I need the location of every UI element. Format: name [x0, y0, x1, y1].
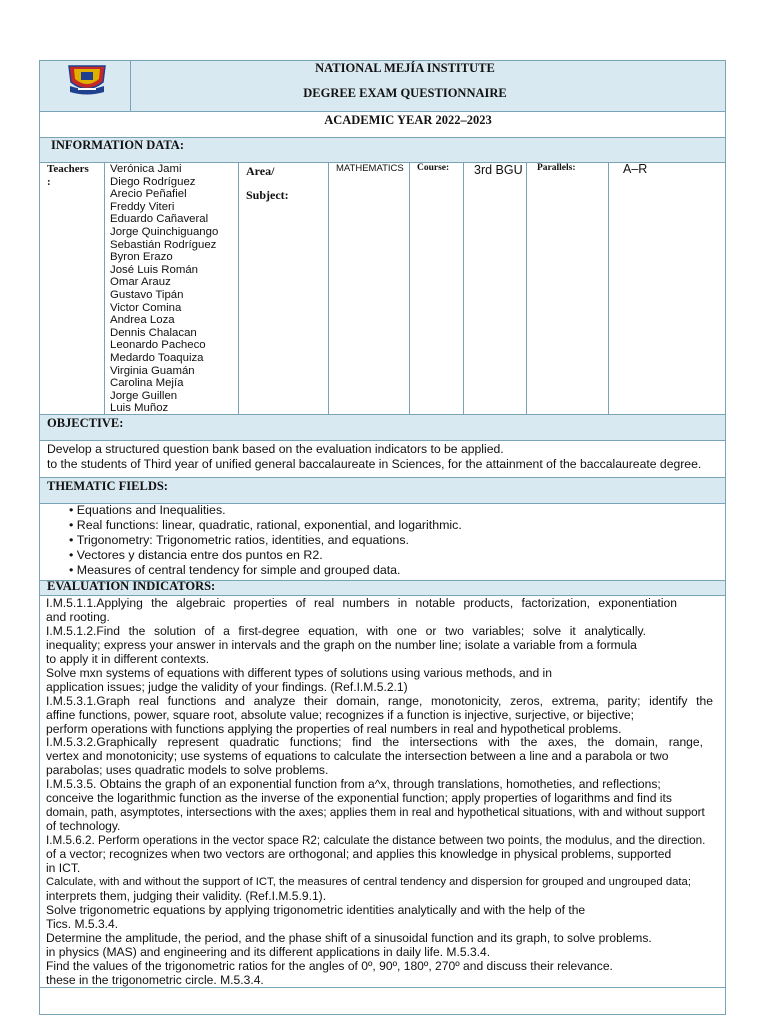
course-value: 3rd BGU	[474, 163, 523, 177]
objective-line: to the students of Third year of unified general baccalaureate in Sciences, for the attainment of the baccalaureate degree.	[47, 457, 702, 471]
teacher-name: Diego Rodríguez	[110, 175, 196, 188]
teachers-label: Teachers	[47, 163, 89, 175]
doc-title: DEGREE EXAM QUESTIONNAIRE	[303, 86, 507, 100]
indicator-line: application issues; judge the validity of your findings. (Ref.I.M.5.2.1)	[46, 680, 408, 694]
teacher-name: Victor Comina	[110, 301, 182, 314]
subject-value: MATHEMATICS	[336, 163, 404, 174]
teacher-name: Gustavo Tipán	[110, 288, 184, 301]
indicator-line: interprets them, judging their validity. (Ref.I.M.5.9.1).	[46, 889, 327, 903]
teacher-name: Leonardo Pacheco	[110, 339, 206, 352]
teachers-colon: :	[47, 176, 51, 188]
indicator-line: these in the trigonometric circle. M.5.3.4.	[46, 973, 264, 987]
teachers-list	[110, 163, 238, 415]
teacher-name: Carolina Mejía	[110, 377, 184, 390]
indicator-line: and rooting.	[46, 610, 110, 624]
teacher-name: Jorge Guillen	[110, 389, 178, 402]
indicator-line: I.M.5.6.2. Perform operations in the vector space R2; calculate the distance between two points, the modulus, and the direction.	[46, 834, 706, 848]
indicator-line: Calculate, with and without the support of ICT, the measures of central tendency and dispersion for grouped and ungrouped data;	[46, 876, 691, 888]
teacher-name: Byron Erazo	[110, 251, 173, 264]
objective-line: Develop a structured question bank based on the evaluation indicators to be applied.	[47, 442, 504, 456]
teacher-name: Omar Arauz	[110, 276, 171, 289]
indicator-line: inequality; express your answer in intervals and the graph on the number line; isolate a variable from a formula	[46, 638, 637, 652]
parallels-label: Parallels:	[537, 163, 576, 173]
teacher-name: Jorge Quinchiguango	[110, 225, 219, 238]
teacher-name: Eduardo Cañaveral	[110, 213, 209, 226]
objective-heading-band	[39, 414, 726, 440]
thematic-heading: THEMATIC FIELDS:	[47, 479, 168, 493]
teacher-name: Sebastián Rodríguez	[110, 238, 217, 251]
indicator-line: I.M.5.3.1.Graph real functions and analyze their domain, range, monotonicity, zeros, extrema, parity; identify the	[46, 694, 713, 708]
teacher-name: Andrea Loza	[110, 314, 175, 327]
teacher-name: Freddy Viteri	[110, 200, 175, 213]
indicator-line: parabolas; uses quadratic models to solve problems.	[46, 764, 329, 778]
indicator-line: affine functions, power, square root, absolute value; recognizes if a function is injective, surjective, or bijective;	[46, 708, 634, 722]
indicator-line: Solve mxn systems of equations with different types of solutions using various methods, and in	[46, 666, 552, 680]
indicators-heading: EVALUATION INDICATORS:	[47, 579, 216, 593]
teacher-name: Verónica Jami	[110, 163, 182, 175]
indicator-line: Determine the amplitude, the period, and the phase shift of a sinusoidal function and its graph, to solve problems.	[46, 931, 652, 945]
thematic-item: • Measures of central tendency for simple and grouped data.	[69, 563, 462, 578]
academic-year: ACADEMIC YEAR 2022–2023	[324, 113, 492, 127]
objective-text	[47, 442, 737, 472]
thematic-item: • Real functions: linear, quadratic, rational, exponential, and logarithmic.	[69, 518, 462, 533]
indicator-line: perform operations with functions applying the properties of real numbers in real and hypothetical problems.	[46, 722, 622, 736]
teacher-name: Medardo Toaquiza	[110, 351, 204, 364]
area-label: Area/	[246, 164, 275, 178]
thematic-item: • Vectores y distancia entre dos puntos en R2.	[69, 548, 462, 563]
indicator-line: vertex and monotonicity; use systems of equations to calculate the intersection between a line and a parabola or two	[46, 750, 669, 764]
indicator-line: Tics. M.5.3.4.	[46, 917, 119, 931]
information-heading: INFORMATION DATA:	[51, 138, 184, 152]
institution-name: NATIONAL MEJÍA INSTITUTE	[315, 61, 495, 75]
teacher-name: Arecio Peñafiel	[110, 188, 187, 201]
teacher-name: Virginia Guamán	[110, 364, 195, 377]
indicator-line: domain, path, asymptotes, intersections with the axes; applies them in real and hypothetical situations, with and without support	[46, 806, 705, 820]
indicator-line: of technology.	[46, 820, 121, 834]
empty-footer-row	[39, 988, 726, 1015]
indicator-line: I.M.5.1.2.Find the solution of a first-degree equation, with one or two variables; solve it analytically.	[46, 624, 646, 638]
indicator-line: of a vector; recognizes when two vectors are orthogonal; and applies this knowledge in physical problems, supported	[46, 848, 672, 862]
indicator-line: I.M.5.3.2.Graphically represent quadratic functions; find the intersections with the axes, the domain, range,	[46, 736, 703, 750]
institution-logo	[66, 62, 108, 96]
indicator-line: to apply it in different contexts.	[46, 652, 210, 666]
thematic-list	[69, 503, 462, 578]
teacher-name: José Luis Román	[110, 263, 199, 276]
thematic-item: • Trigonometry: Trigonometric ratios, identities, and equations.	[69, 533, 462, 548]
indicator-line: Find the values of the trigonometric ratios for the angles of 0º, 90º, 180º, 270º and discuss their relevance.	[46, 959, 613, 973]
subject-label: Subject:	[246, 188, 289, 202]
indicators-text	[46, 597, 746, 988]
parallels-value: A–R	[623, 162, 648, 176]
course-label: Course:	[417, 163, 450, 173]
indicator-line: in ICT.	[46, 862, 81, 876]
indicator-line: I.M.5.1.1.Applying the algebraic properties of real numbers in notable products, factorization, exponentiation	[46, 597, 677, 610]
indicator-line: Solve trigonometric equations by applying trigonometric identities analytically and with the help of the	[46, 903, 586, 917]
thematic-item: • Equations and Inequalities.	[69, 503, 462, 518]
indicator-line: in physics (MAS) and engineering and its different applications in daily life. M.5.3.4.	[46, 945, 491, 959]
indicator-line: conceive the logarithmic function as the inverse of the exponential function; apply properties of logarithms and find its	[46, 792, 672, 806]
teacher-name: Luis Muñoz	[110, 402, 169, 415]
indicator-line: I.M.5.3.5. Obtains the graph of an exponential function from a^x, through translations, homotheties, and reflections;	[46, 778, 661, 792]
objective-heading: OBJECTIVE:	[47, 416, 124, 430]
teacher-name: Dennis Chalacan	[110, 326, 197, 339]
